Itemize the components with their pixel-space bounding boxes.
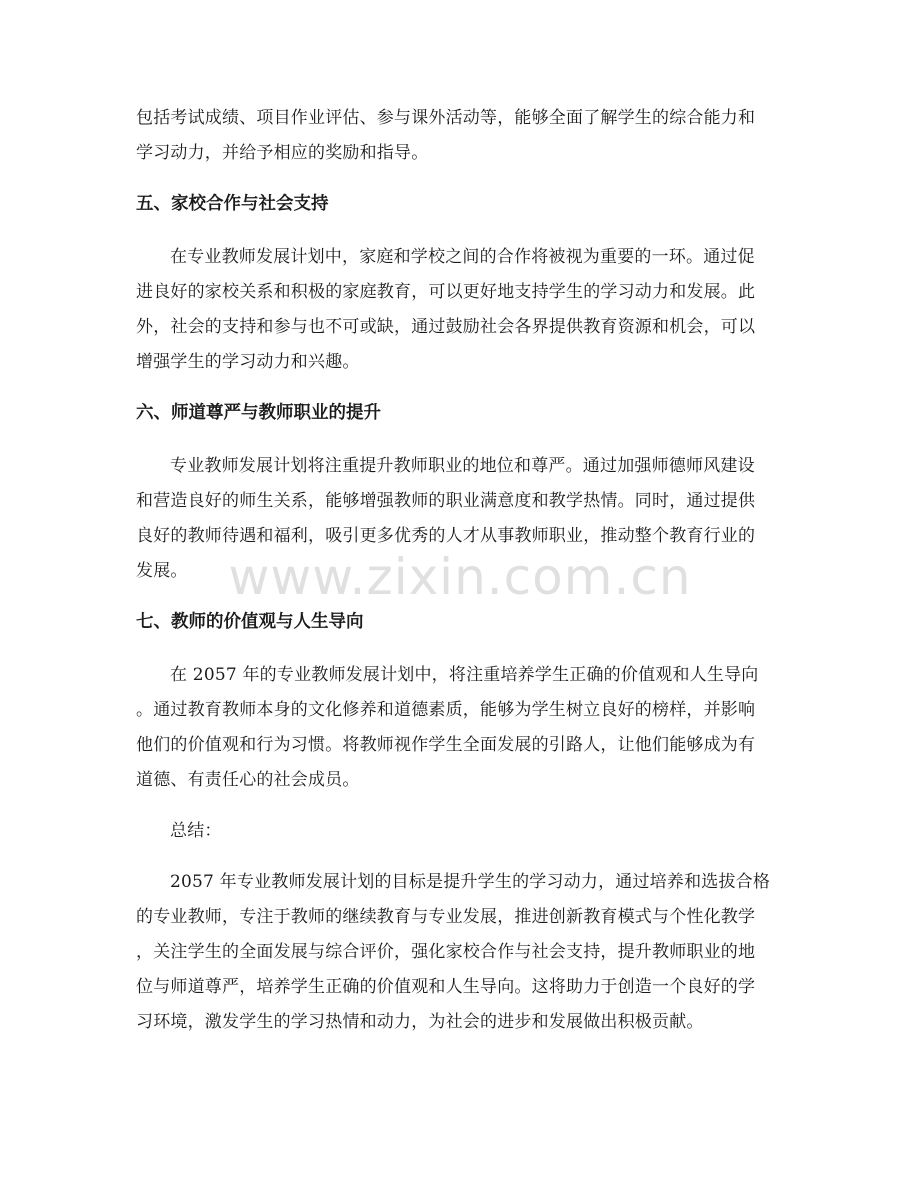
section-heading-5: 五、家校合作与社会支持 [136, 194, 329, 214]
summary-paragraph: 2057 年专业教师发展计划的目标是提升学生的学习动力，通过培养和选拔合格 的专业教师，专注于教师的继续教育与专业发展，推进创新教育模式与个性化教学 ，关注学生的全面发展与综合评价，强化家校合作与社会支持，提升教师职业的地 位与师道尊严，培养学生正确的价值观和人生导向。这将助力于创造一个良好的学 习环境，激发学生的学习热情和动力，为社会的进步和发展做出积极贡献。 [136, 872, 771, 1032]
intro-paragraph: 包括考试成绩、项目作业评估、参与课外活动等，能够全面了解学生的综合能力和 学习动力，并给予相应的奖励和指导。 [136, 108, 756, 163]
section-paragraph-7: 在 2057 年的专业教师发展计划中，将注重培养学生正确的价值观和人生导向 。通过教育教师本身的文化修养和道德素质，能够为学生树立良好的榜样，并影响 他们的价值观和行为习惯。将教师视作学生全面发展的引路人，让他们能够成为有 道德、有责任心的社会成员。 [136, 665, 759, 790]
summary-label: 总结： [170, 821, 222, 841]
document-body [136, 101, 786, 1040]
section-paragraph-5: 在专业教师发展计划中，家庭和学校之间的合作将被视为重要的一环。通过促 进良好的家校关系和积极的家庭教育，可以更好地支持学生的学习动力和发展。此 外，社会的支持和参与也不可或缺，通过鼓励社会各界提供教育资源和机会，可以 增强学生的学习动力和兴趣。 [136, 247, 756, 372]
section-heading-7: 七、教师的价值观与人生导向 [136, 612, 364, 632]
section-heading-6: 六、师道尊严与教师职业的提升 [136, 403, 381, 423]
section-paragraph-6: 专业教师发展计划将注重提升教师职业的地位和尊严。通过加强师德师风建设 和营造良好的师生关系，能够增强教师的职业满意度和教学热情。同时，通过提供 良好的教师待遇和福利，吸引更多优秀的人才从事教师职业，推动整个教育行业的 发展。 [136, 456, 756, 581]
watermark: www.zixin.com.cn [228, 548, 692, 606]
